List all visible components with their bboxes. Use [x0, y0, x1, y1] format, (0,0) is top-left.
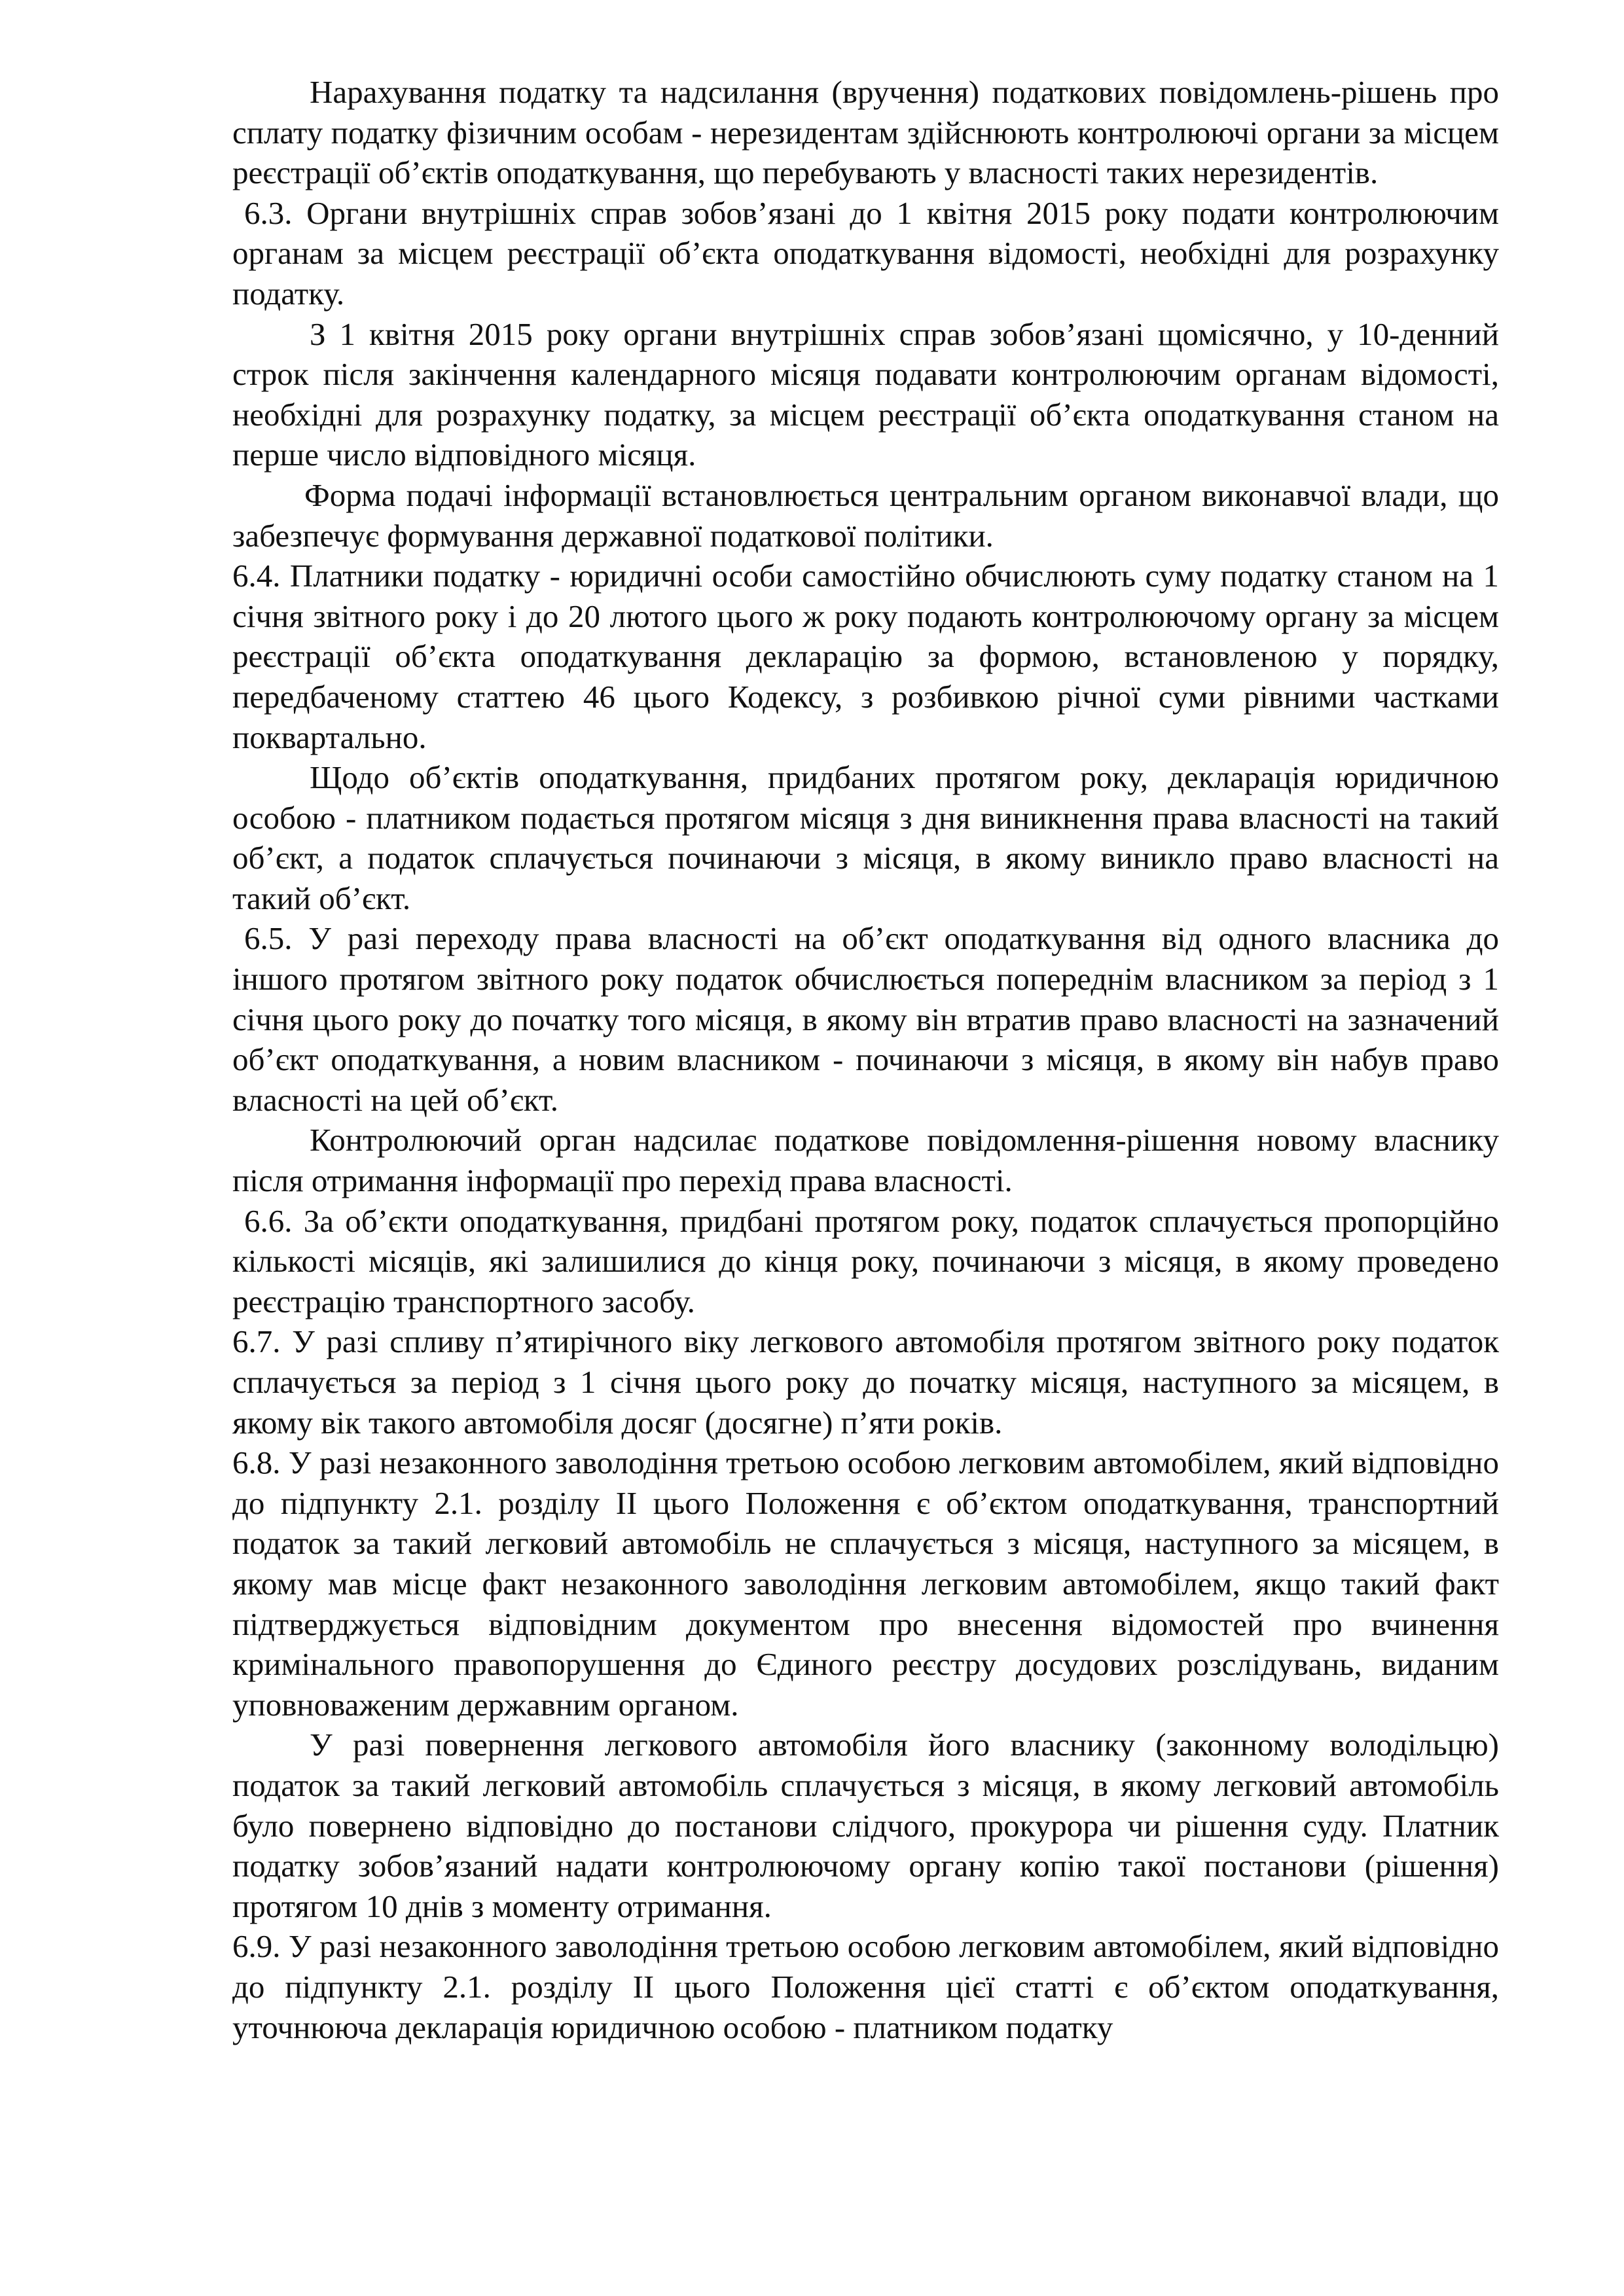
paragraph-tax-notices-nonresidents: Нарахування податку та надсилання (вручення) податкових повідомлень-рішень про сплату податку фізичним особам - нерезидентам здійснюють контролюючі органи за місцем реєстрації об’єктів оподаткування, що перебувають у власності таких нерезидентів. [232, 74, 1499, 191]
paragraph-monthly-reporting: З 1 квітня 2015 року органи внутрішніх справ зобов’язані щомісячно, у 10-денний строк після закінчення календарного місяця подавати контролюючим органам відомості, необхідні для розрахунку податку, за місцем реєстрації об’єкта оподаткування станом на перше число відповідного місяця. [232, 315, 1499, 473]
paragraph-6-5: 6.5. У разі переходу права власності на об’єкт оподаткування від одного власника до іншого протягом звітного року податок обчислюється попереднім власником за період з 1 січня цього року до початку того місяця, в якому він втратив право власності на зазначений об’єкт оподаткування, а новим власником - починаючи з місяця, в якому він набув право власності на цей об’єкт. [232, 920, 1499, 1118]
paragraph-6-8: 6.8. У разі незаконного заволодіння третьою особою легковим автомобілем, який відповідно до підпункту 2.1. розділу ІІ цього Положення є об’єктом оподаткування, транспортний податок за такий легковий автомобіль не сплачується з місяця, наступного за місяцем, в якому мав місце факт незаконного заволодіння легковим автомобілем, якщо такий факт підтверджується відповідним документом про внесення відомостей про вчинення кримінального правопорушення до Єдиного реєстру досудових розслідувань, виданим уповноваженим державним органом. [232, 1444, 1499, 1723]
document-page [232, 72, 1499, 2047]
paragraph-6-3: 6.3. Органи внутрішніх справ зобов’язані до 1 квітня 2015 року подати контролюючим органам за місцем реєстрації об’єкта оподаткування відомості, необхідні для розрахунку податку. [232, 194, 1499, 312]
paragraph-6-7: 6.7. У разі спливу п’ятирічного віку легкового автомобіля протягом звітного року податок сплачується за період з 1 січня цього року до початку місяця, наступного за місяцем, в якому вік такого автомобіля досяг (досягне) п’яти років. [232, 1323, 1499, 1441]
paragraph-6-9: 6.9. У разі незаконного заволодіння третьою особою легковим автомобілем, який відповідно до підпункту 2.1. розділу ІІ цього Положення цієї статті є об’єктом оподаткування, уточнююча декларація юридичною особою - платником податку [232, 1928, 1499, 2045]
paragraph-information-form: Форма подачі інформації встановлюється центральним органом виконавчої влади, що забезпечує формування державної податкової політики. [232, 476, 1499, 554]
paragraph-notice-new-owner: Контролюючий орган надсилає податкове повідомлення-рішення новому власнику після отримання інформації про перехід права власності. [232, 1122, 1499, 1199]
paragraph-6-6: 6.6. За об’єкти оподаткування, придбані протягом року, податок сплачується пропорційно кількості місяців, які залишилися до кінця року, починаючи з місяця, в якому проведено реєстрацію транспортного засобу. [232, 1202, 1499, 1319]
paragraph-acquired-objects: Щодо об’єктів оподаткування, придбаних протягом року, декларація юридичною особою - платником подається протягом місяця з дня виникнення права власності на такий об’єкт, а податок сплачується починаючи з місяця, в якому виникло право власності на такий об’єкт. [232, 759, 1499, 916]
paragraph-6-4: 6.4. Платники податку - юридичні особи самостійно обчислюють суму податку станом на 1 січня звітного року і до 20 лютого цього ж року подають контролюючому органу за місцем реєстрації об’єкта оподаткування декларацію за формою, встановленою у порядку, передбаченому статтею 46 цього Кодексу, з розбивкою річної суми рівними частками поквартально. [232, 558, 1499, 755]
paragraph-vehicle-returned: У разі повернення легкового автомобіля його власнику (законному володільцю) податок за такий легковий автомобіль сплачується з місяця, в якому легковий автомобіль було повернено відповідно до постанови слідчого, прокурора чи рішення суду. Платник податку зобов’язаний надати контролюючому органу копію такої постанови (рішення) протягом 10 днів з моменту отримання. [232, 1727, 1499, 1924]
